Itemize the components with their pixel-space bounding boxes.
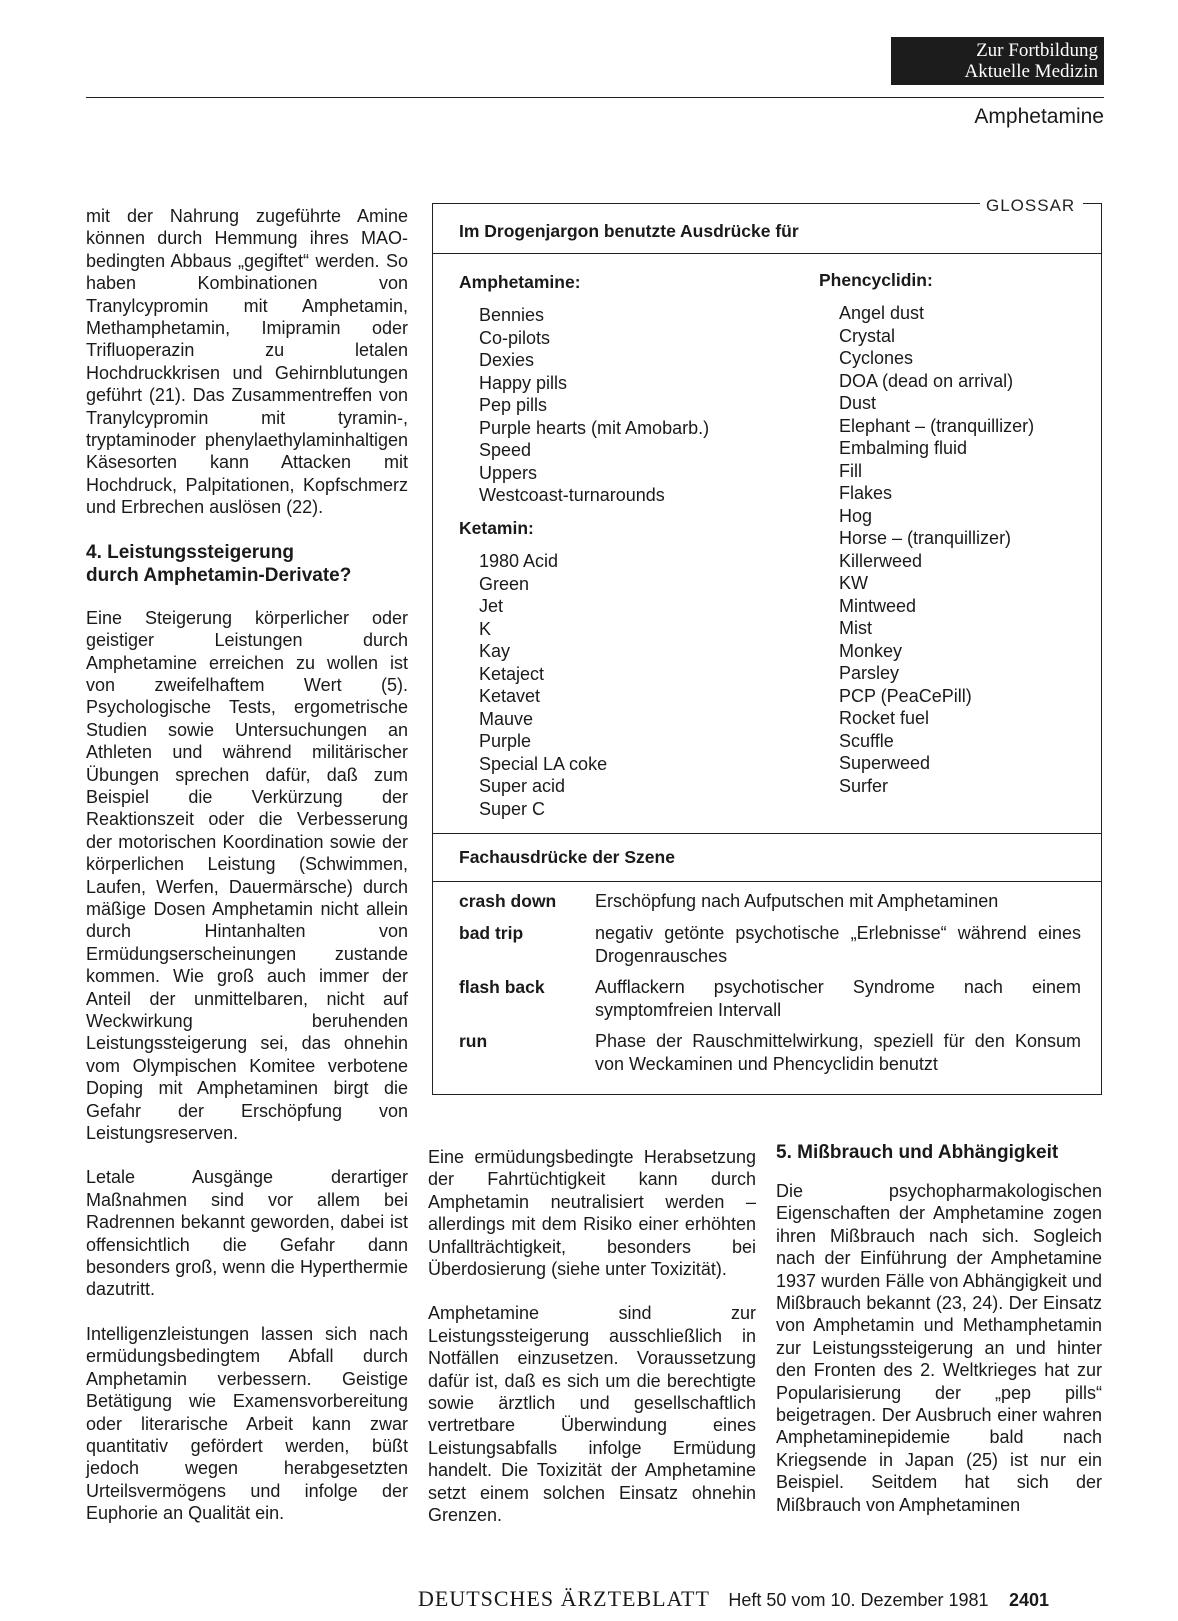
phencyclidin-term: Hog: [839, 505, 873, 526]
glossary-subheading: Fachausdrücke der Szene: [433, 834, 1101, 882]
phencyclidin-term: Mist: [839, 618, 872, 638]
amphetamine-term: Happy pills: [479, 372, 568, 393]
amphetamine-term: Bennies: [479, 305, 545, 325]
ketamin-term: Super C: [479, 798, 546, 819]
ketamin-term: Mauve: [479, 708, 534, 729]
phencyclidin-term: Surfer: [839, 775, 889, 796]
ketamin-term: Super acid: [479, 776, 566, 796]
phencyclidin-term: Monkey: [839, 640, 903, 661]
phencyclidin-term: Dust: [839, 393, 877, 413]
glossary-tag: GLOSSAR: [980, 196, 1083, 216]
page-footer: [418, 1586, 1104, 1612]
phencyclidin-term: Parsley: [839, 663, 900, 683]
paragraph: Intelligenzleistungen lassen sich nach ermüdungsbedingtem Abfall durch Amphetamin verbessern. Geistige Betätigung wie Examensvorbereitung oder literarische Arbeit kann zwar quantitativ gefördert werden, büßt jedoch wegen herabgesetzten Urteilsvermögens und infolge der Euphorie an Qualität ein.: [86, 1323, 408, 1524]
phencyclidin-term: Crystal: [839, 325, 896, 346]
badge-line-2: Aktuelle Medizin: [964, 61, 1098, 82]
ketamin-term: Green: [479, 573, 530, 594]
definition-text: negativ getönte psychotische „Erlebnisse“ während eines Drogenrausches: [595, 923, 1081, 966]
header-rule: [86, 97, 1104, 98]
paragraph: Die psychopharmakologischen Eigenschaften der Amphetamine zogen ihren Mißbrauch nach sich. Sogleich nach der Einführung der Amphetamine 1937 wurden Fälle von Abhängigkeit und Mißbrauch bekannt (23, 24). Der Einsatz von Amphetamin und Methamphetamin zur Leistungssteigerung an und hinter den Fronten des 2. Weltkrieges hat zur Popularisierung der „pep pills“ beigetragen. Der Ausbruch einer wahren Amphetaminepidemie bald nach Kriegsende in Japan (25) ist nur ein Beispiel. Seitdem hat sich der Mißbrauch von Amphetaminen: [776, 1181, 1102, 1515]
ketamin-term: Ketaject: [479, 663, 545, 684]
definition-term: bad trip: [459, 923, 524, 943]
badge-line-1: Zur Fortbildung: [976, 40, 1098, 61]
phencyclidin-term: DOA (dead on arrival): [839, 370, 1014, 391]
paragraph: mit der Nahrung zugeführte Amine können durch Hemmung ihres MAO-bedingten Abbaus „gegiftet“ werden. So haben Kombinationen von Tranylcypromin mit Amphetamin, Methamphetamin, Imipramin oder Trifluoperazin zu letalen Hochdruckkrisen und Gehirnblutungen geführt (21). Das Zusammentreffen von Tranylcypromin mit tyramin-, tryptaminoder phenylaethylaminhaltigen Käsesorten kann Attacken mit Hochdruck, Palpitationen, Kopfschmerz und Erbrechen auslösen (22).: [86, 206, 408, 518]
ketamin-term: Special LA coke: [479, 753, 608, 774]
phencyclidin-term: Embalming fluid: [839, 438, 968, 458]
definition-text: Aufflackern psychotischer Syndrome nach einem symptomfreien Intervall: [595, 977, 1081, 1020]
phencyclidin-term: Horse – (tranquillizer): [839, 528, 1012, 548]
amphetamine-term: Dexies: [479, 350, 535, 370]
section-heading-4: [86, 541, 408, 587]
amphetamine-term: Purple hearts (mit Amobarb.): [479, 417, 710, 438]
amphetamine-term: Uppers: [479, 462, 538, 483]
paragraph: Letale Ausgänge derartiger Maßnahmen sind vor allem bei Radrennen bekannt geworden, dabei ist offensichtlich die Gefahr dann besonders groß, wenn die Hyperthermie dazutritt.: [86, 1167, 408, 1300]
ketamin-term: K: [479, 618, 492, 639]
ketamin-label: Ketamin:: [459, 518, 534, 538]
amphetamine-term: Pep pills: [479, 395, 548, 415]
definition-row: [459, 1030, 1081, 1075]
definition-row: [459, 922, 1081, 967]
phencyclidin-term: Killerweed: [839, 550, 923, 571]
journal-name: DEUTSCHES ÄRZTEBLATT: [418, 1586, 710, 1611]
ketamin-term: Purple: [479, 731, 532, 751]
issue-info: Heft 50 vom 10. Dezember 1981: [728, 1590, 989, 1610]
definition-term: run: [459, 1031, 488, 1051]
section-heading-5: 5. Mißbrauch und Abhängigkeit: [776, 1142, 1059, 1163]
phencyclidin-term: Angel dust: [839, 303, 925, 323]
glossary-terms: [433, 254, 1101, 834]
paragraph: Eine Steigerung körperlicher oder geistiger Leistungen durch Amphetamine erreichen zu wollen ist von zweifelhaftem Wert (5). Psychologische Tests, ergometrische Studien sowie Untersuchungen an Athleten und während militärischer Übungen sprechen dafür, daß zum Beispiel die Verkürzung der Reaktionszeit oder die Verbesserung der motorischen Koordination sowie der körperlichen Leistung (Schwimmen, Laufen, Werfen, Dauermärsche) durch mäßige Dosen Amphetamin nicht allein durch Hintanhalten von Ermüdungserscheinungen zustande kommen. Wie groß auch immer der Anteil der unmittelbaren, nicht auf Weckwirkung beruhenden Leistungssteigerung sei, das ohnehin vom Olympischen Komitee verbotene Doping mit Amphetaminen birgt die Gefahr der Erschöpfung von Leistungsreserven.: [86, 607, 408, 1144]
definition-row: [459, 890, 1081, 913]
amphetamine-label: Amphetamine:: [459, 272, 581, 292]
phencyclidin-term: Elephant – (tranquillizer): [839, 415, 1035, 436]
glossary-heading: Im Drogenjargon benutzte Ausdrücke für: [433, 204, 1101, 254]
paragraph: Eine ermüdungsbedingte Herabsetzung der Fahrtüchtigkeit kann durch Amphetamin neutralisiert werden – allerdings mit dem Risiko einer erhöhten Unfallträchtigkeit, besonders bei Überdosierung (siehe unter Toxizität).: [428, 1147, 756, 1280]
amphetamine-term: Westcoast-turnarounds: [479, 485, 665, 505]
amphetamine-term: Speed: [479, 440, 532, 460]
phencyclidin-terms: [839, 302, 1034, 797]
glossary-definitions: [433, 882, 1101, 1094]
ketamin-terms: [479, 550, 607, 820]
amphetamine-term: Co-pilots: [479, 327, 551, 348]
heading-line-1: 4. Leistungssteigerung: [86, 541, 294, 563]
ketamin-term: Jet: [479, 596, 504, 616]
ketamin-term: Ketavet: [479, 686, 541, 706]
glossary-box: [432, 203, 1102, 1095]
definition-term: crash down: [459, 891, 557, 911]
phencyclidin-term: Scuffle: [839, 730, 894, 751]
text-column-1: [86, 205, 408, 1547]
page-number: 2401: [1009, 1590, 1050, 1610]
phencyclidin-term: Rocket fuel: [839, 708, 930, 728]
definition-row: [459, 976, 1081, 1021]
phencyclidin-term: PCP (PeaCePill): [839, 685, 972, 706]
definition-text: Phase der Rauschmittelwirkung, speziell für den Konsum von Weckaminen und Phencyclidin benutzt: [595, 1031, 1081, 1074]
definition-text: Erschöpfung nach Aufputschen mit Amphetaminen: [595, 891, 999, 911]
text-column-3: [776, 1141, 1102, 1538]
ketamin-term: 1980 Acid: [479, 551, 559, 571]
text-column-2: [428, 1146, 756, 1549]
phencyclidin-label: Phencyclidin:: [819, 270, 933, 290]
phencyclidin-term: Flakes: [839, 483, 893, 503]
section-badge: [891, 37, 1104, 85]
amphetamine-terms: [479, 304, 709, 507]
ketamin-term: Kay: [479, 641, 511, 661]
phencyclidin-term: Cyclones: [839, 348, 914, 368]
paragraph: Amphetamine sind zur Leistungssteigerung ausschließlich in Notfällen einzusetzen. Voraussetzung dafür ist, daß es sich um die berechtigte sowie ärztlich und gesellschaftlich vertretbare Überwindung eines Leistungsabfalls infolge Ermüdung handelt. Die Toxizität der Amphetamine setzt einem solchen Einsatz ohnehin Grenzen.: [428, 1303, 756, 1526]
heading-line-2: durch Amphetamin-Derivate?: [86, 564, 352, 586]
phencyclidin-term: Mintweed: [839, 595, 917, 616]
section-title: Amphetamine: [974, 105, 1104, 128]
phencyclidin-term: Superweed: [839, 753, 931, 773]
definition-term: flash back: [459, 977, 545, 997]
phencyclidin-term: KW: [839, 573, 868, 593]
phencyclidin-term: Fill: [839, 460, 862, 481]
